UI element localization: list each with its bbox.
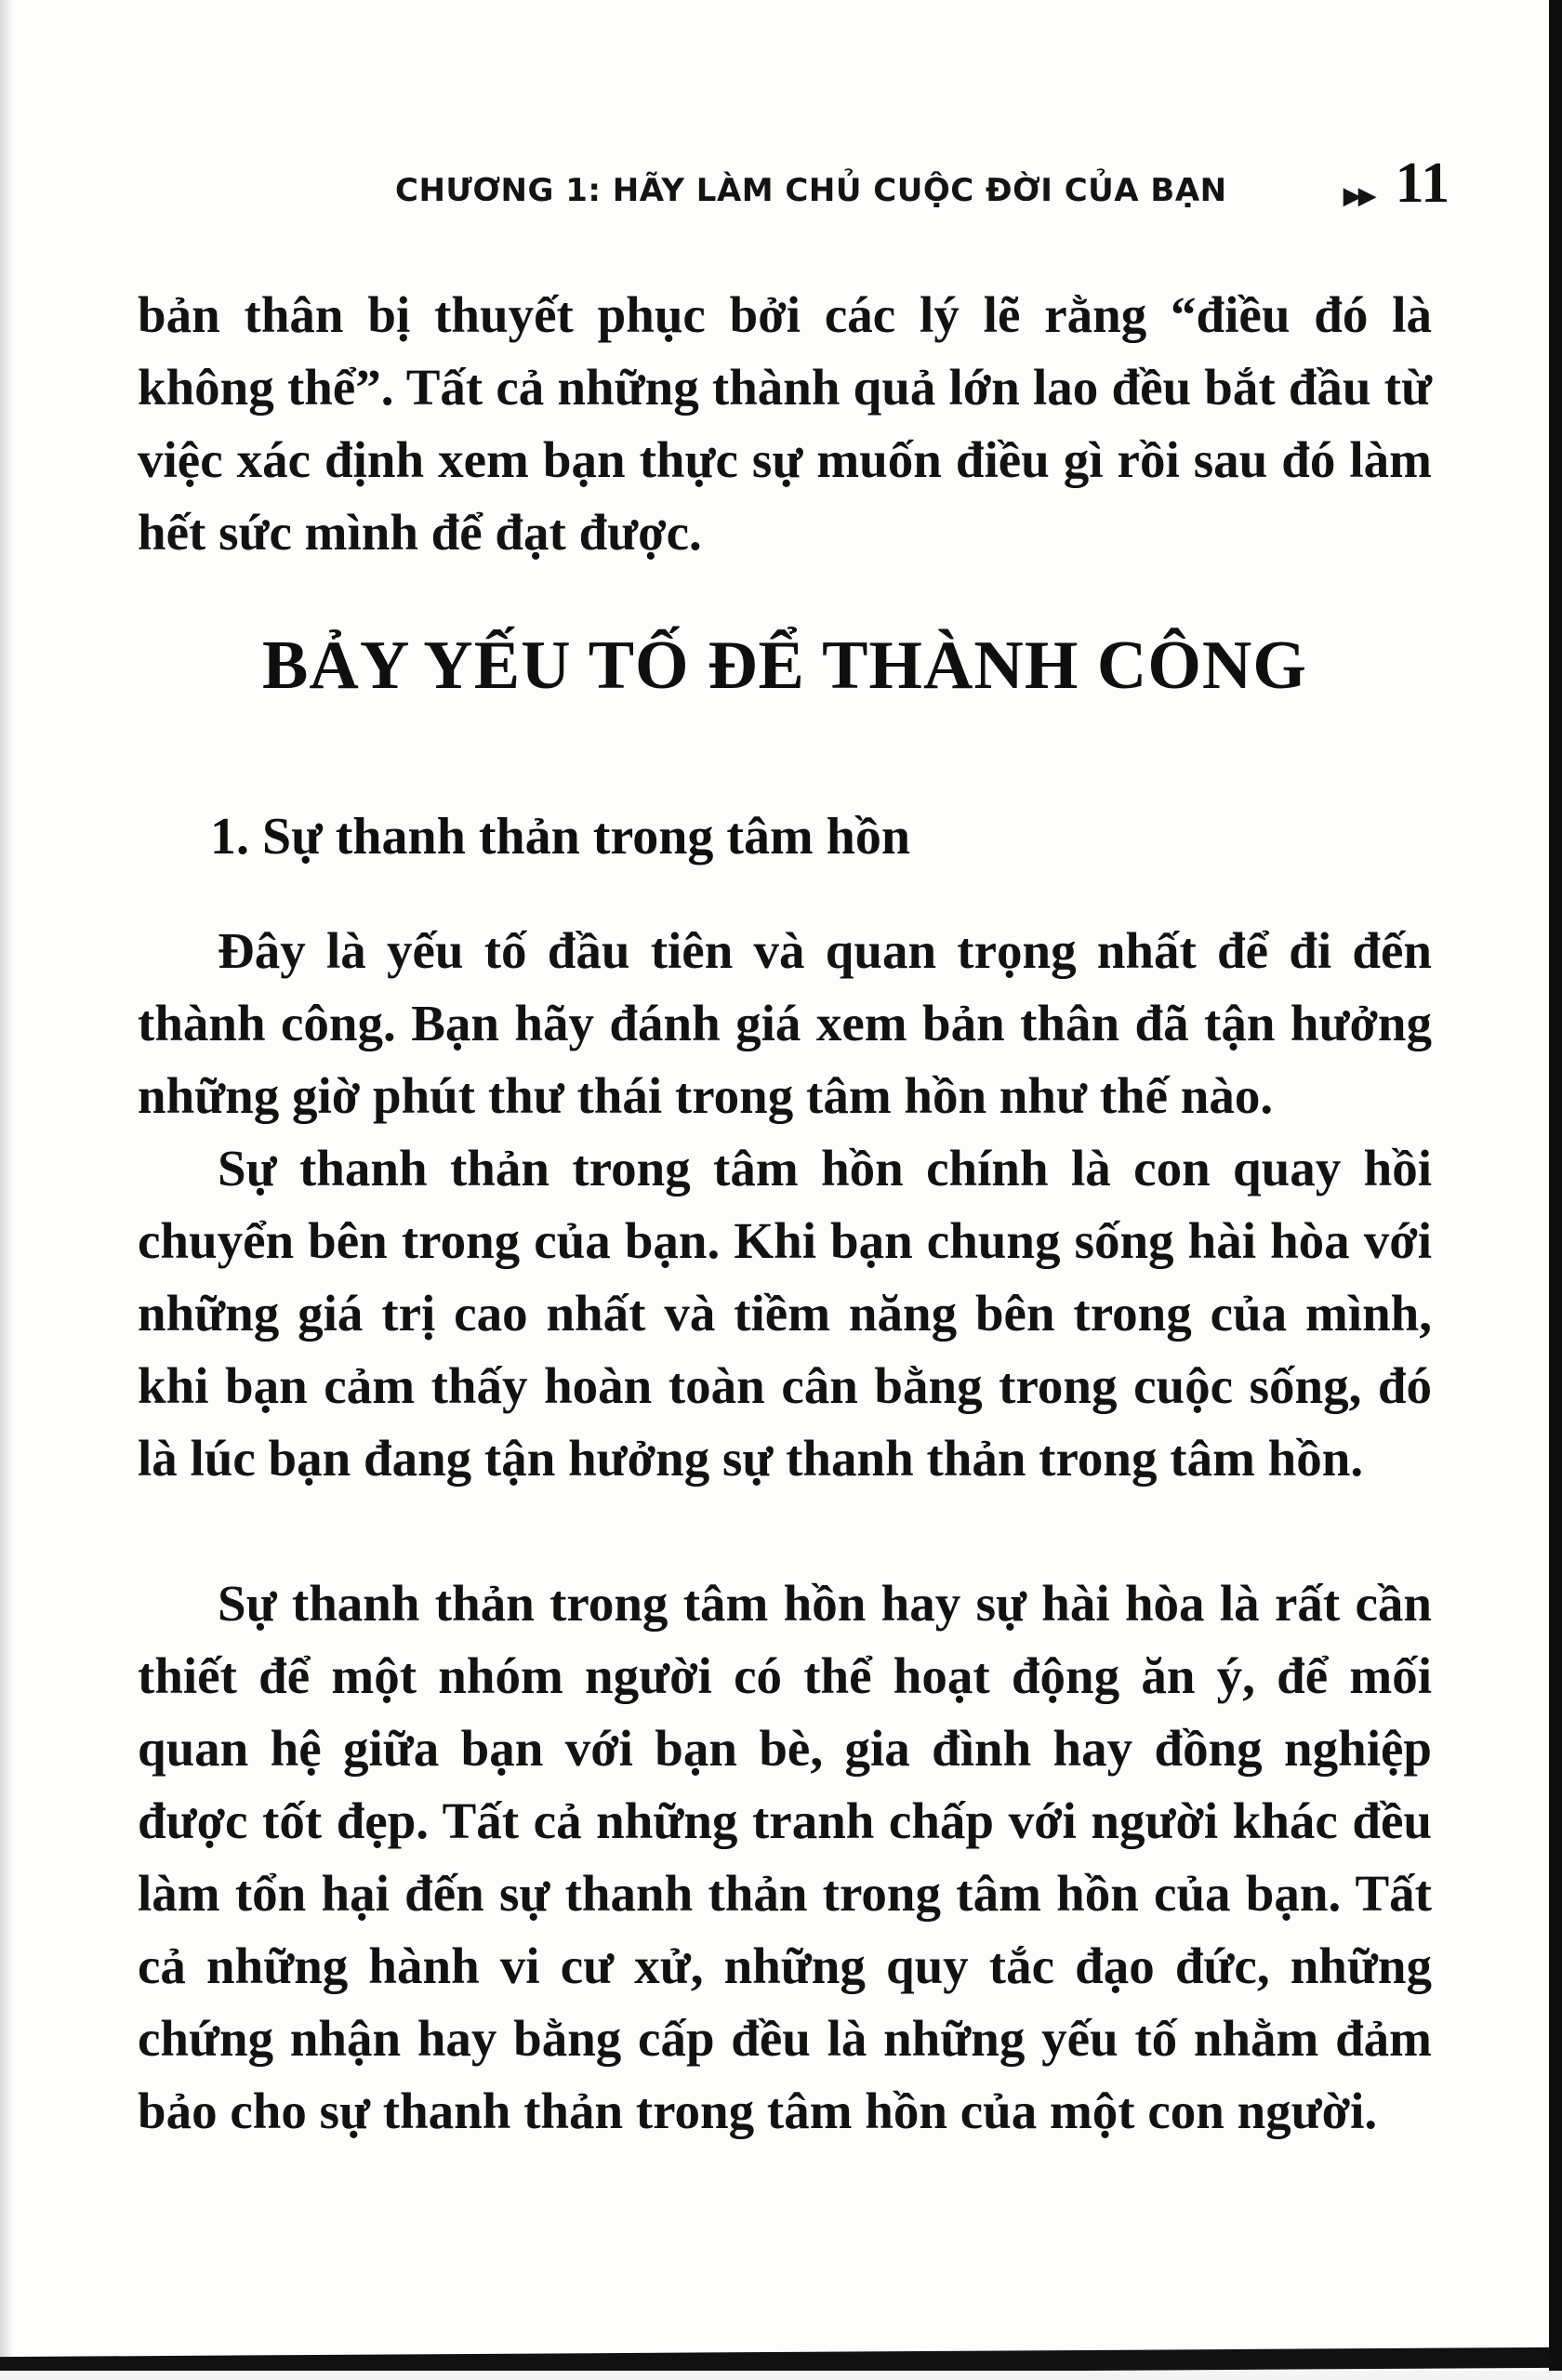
section-title: BẢY YẾU TỐ ĐỂ THÀNH CÔNG	[262, 628, 1307, 704]
page-number: 11	[1395, 152, 1450, 215]
double-arrow-icon: ▶▶	[1343, 182, 1373, 210]
body-paragraph-2: Sự thanh thản trong tâm hồn chính là con quay hồi chuyển bên trong của bạn. Khi bạn chung sống hài hòa với những giá trị cao nhất và tiềm năng bên trong của mình, khi bạn cảm thấy hoàn toàn cân bằng trong cuộc sống, đó là lúc bạn đang tận hưởng sự thanh thản trong tâm hồn.	[138, 1140, 1432, 1487]
page-gutter-shadow	[0, 0, 13, 2380]
page-right-edge	[1549, 0, 1562, 2380]
intro-paragraph: bản thân bị thuyết phục bởi các lý lẽ rằng “điều đó là không thể”. Tất cả những thành quả lớn lao đều bắt đầu từ việc xác định xem bạn thực sự muốn điều gì rồi sau đó làm hết sức mình để đạt được.	[138, 286, 1432, 561]
subsection-title: 1. Sự thanh thản trong tâm hồn	[210, 808, 910, 866]
scan-margin	[0, 2371, 1562, 2380]
body-paragraph-1: Đây là yếu tố đầu tiên và quan trọng nhất để đi đến thành công. Bạn hãy đánh giá xem bản thân đã tận hưởng những giờ phút thư thái trong tâm hồn như thế nào.	[138, 922, 1432, 1124]
running-header	[395, 152, 1450, 215]
chapter-title: CHƯƠNG 1: HÃY LÀM CHỦ CUỘC ĐỜI CỦA BẠN	[395, 172, 1227, 209]
body-paragraph-3: Sự thanh thản trong tâm hồn hay sự hài hòa là rất cần thiết để một nhóm người có thể hoạt động ăn ý, để mối quan hệ giữa bạn với bạn bè, gia đình hay đồng nghiệp được tốt đẹp. Tất cả những tranh chấp với người khác đều làm tổn hại đến sự thanh thản trong tâm hồn của bạn. Tất cả những hành vi cư xử, những quy tắc đạo đức, những chứng nhận hay bằng cấp đều là những yếu tố nhằm đảm bảo cho sự thanh thản trong tâm hồn của một con người.	[138, 1575, 1432, 2139]
